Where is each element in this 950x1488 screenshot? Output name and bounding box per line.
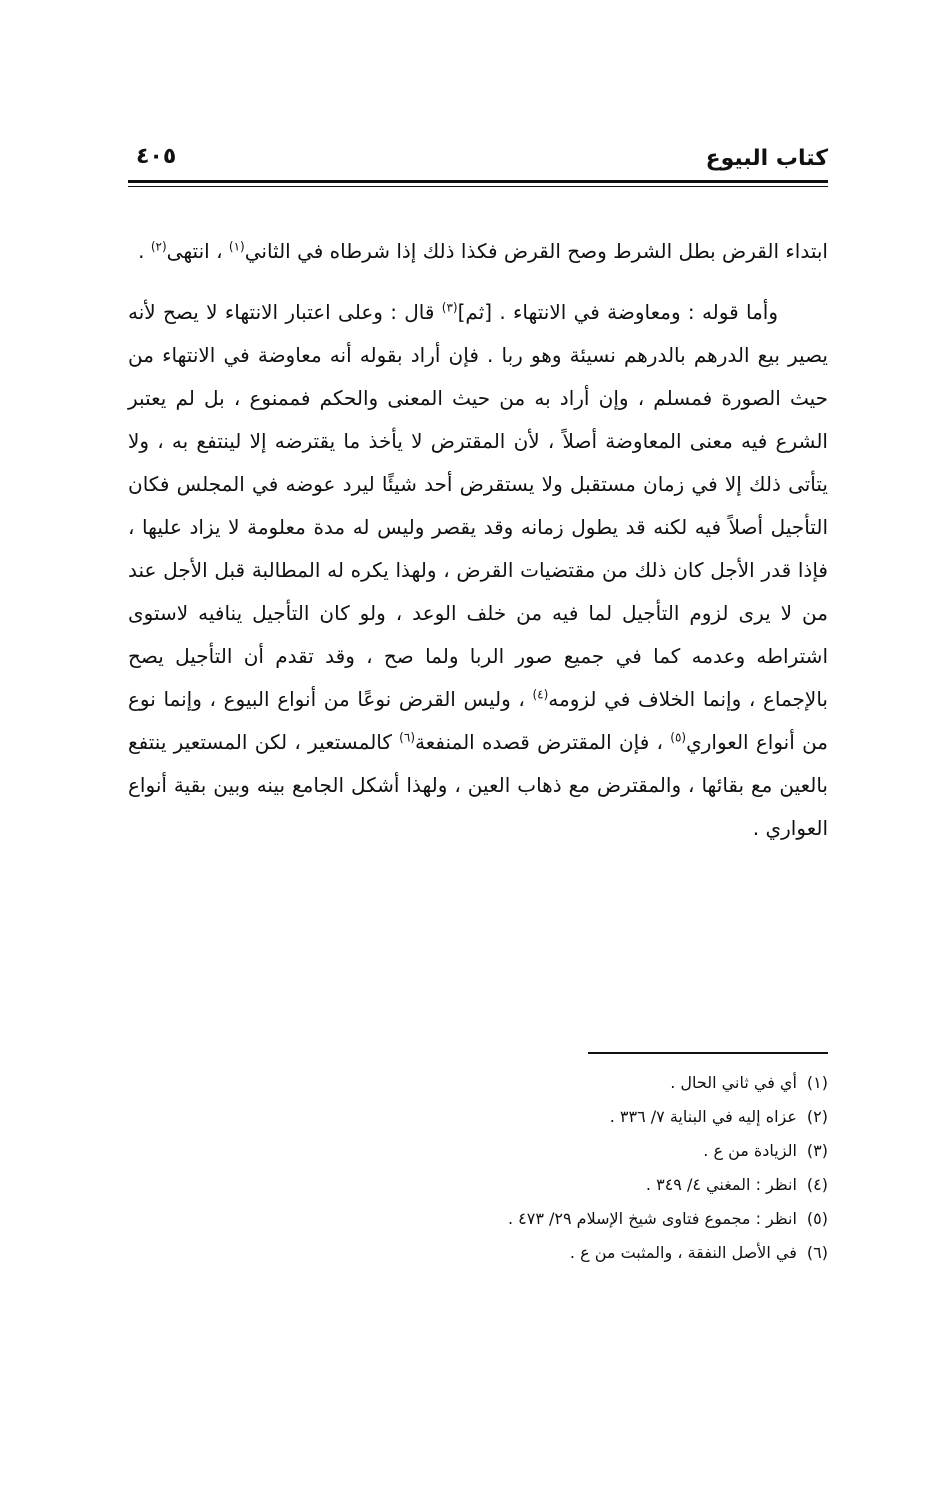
footnote-number: (٦) bbox=[806, 1243, 828, 1262]
footnote-ref-2: (٢) bbox=[150, 239, 167, 254]
footnotes bbox=[178, 1066, 828, 1270]
footnote-number: (١) bbox=[806, 1073, 828, 1092]
footnote-ref-6: (٦) bbox=[399, 730, 415, 745]
footnote-ref-1: (١) bbox=[228, 239, 245, 254]
footnote-text: عزاه إليه في البناية ٧/ ٣٣٦ . bbox=[609, 1107, 797, 1126]
paragraph-2-text-b: قال : وعلى اعتبار الانتهاء لا يصح لأنه يصير بيع الدرهم بالدرهم نسيئة وهو ربا . فإن أراد بقوله أنه معاوضة في الانتهاء من حيث الصورة فمسلم ، وإن أراد به من حيث المعنى والحكم فممنوع ، بل لم يعتبر الشرع فيه معنى المعاوضة أصلاً ، لأن المقترض لا يأخذ ما يقترضه إلا لينتفع به ، ولا يتأتى ذلك إلا في زمان مستقبل ولا يستقرض أحد شيئًا ليرد عوضه في المجلس فكان التأجيل أصلاً فيه لكنه قد يطول زمانه وقد يقصر وليس له مدة معلومة لا يزاد عليها ، فإذا قدر الأجل كان ذلك من مقتضيات القرض ، ولهذا يكره له المطالبة قبل الأجل عند من لا يرى لزوم التأجيل لما فيه من خلف الوعد ، ولو كان التأجيل ينافيه لاستوى اشتراطه وعدمه كما في جميع صور الربا ولما صح ، وقد تقدم أن التأجيل يصح بالإجماع ، وإنما الخلاف في لزومه bbox=[128, 300, 828, 711]
footnote-text: في الأصل النفقة ، والمثبت من ع . bbox=[569, 1243, 797, 1262]
footnote-ref-4: (٤) bbox=[532, 687, 549, 702]
main-text bbox=[128, 230, 828, 850]
paragraph-1-text-c: . bbox=[138, 239, 151, 263]
paragraph-1 bbox=[128, 230, 828, 273]
footnote-item bbox=[178, 1100, 828, 1134]
footnote-item bbox=[178, 1236, 828, 1270]
header-rule-thin bbox=[128, 186, 828, 187]
footnote-ref-5: (٥) bbox=[670, 730, 687, 745]
header-rule-thick bbox=[128, 180, 828, 183]
footnote-text: انظر : مجموع فتاوى شيخ الإسلام ٢٩/ ٤٧٣ . bbox=[507, 1209, 797, 1228]
footnote-ref-3: (٣) bbox=[441, 300, 458, 315]
footnote-item bbox=[178, 1134, 828, 1168]
footnote-number: (٤) bbox=[806, 1175, 828, 1194]
paragraph-2-text-c: ، وليس القرض نوعًا من أنواع البيوع ، وإنما نوع من أنواع العواري bbox=[128, 687, 829, 754]
footnote-item bbox=[178, 1168, 828, 1202]
footnote-item bbox=[178, 1202, 828, 1236]
footnote-text: أي في ثاني الحال . bbox=[670, 1073, 797, 1092]
footnote-number: (٢) bbox=[806, 1107, 828, 1126]
paragraph-2 bbox=[128, 291, 828, 850]
page-header bbox=[128, 140, 828, 180]
paragraph-2-text-d: ، فإن المقترض قصده المنفعة bbox=[415, 730, 671, 754]
footnote-text: انظر : المغني ٤/ ٣٤٩ . bbox=[645, 1175, 797, 1194]
paragraph-1-text-a: ابتداء القرض بطل الشرط وصح القرض فكذا ذلك إذا شرطاه في الثاني bbox=[244, 239, 828, 263]
running-title: كتاب البيوع bbox=[705, 146, 828, 171]
footnote-text: الزيادة من ع . bbox=[703, 1141, 797, 1160]
paragraph-1-text-b: ، انتهى bbox=[166, 239, 229, 263]
footnote-item bbox=[178, 1066, 828, 1100]
footnote-number: (٣) bbox=[806, 1141, 828, 1160]
page-number: ٤٠٥ bbox=[136, 144, 177, 169]
paragraph-2-text-e: كالمستعير ، لكن المستعير ينتفع بالعين مع بقائها ، والمقترض مع ذهاب العين ، ولهذا أشكل الجامع بينه وبين بقية أنواع العواري . bbox=[128, 730, 828, 840]
paragraph-2-text-a: وأما قوله : ومعاوضة في الانتهاء . [ثم] bbox=[457, 300, 778, 324]
footnote-number: (٥) bbox=[806, 1209, 828, 1228]
footnote-separator bbox=[588, 1052, 828, 1054]
